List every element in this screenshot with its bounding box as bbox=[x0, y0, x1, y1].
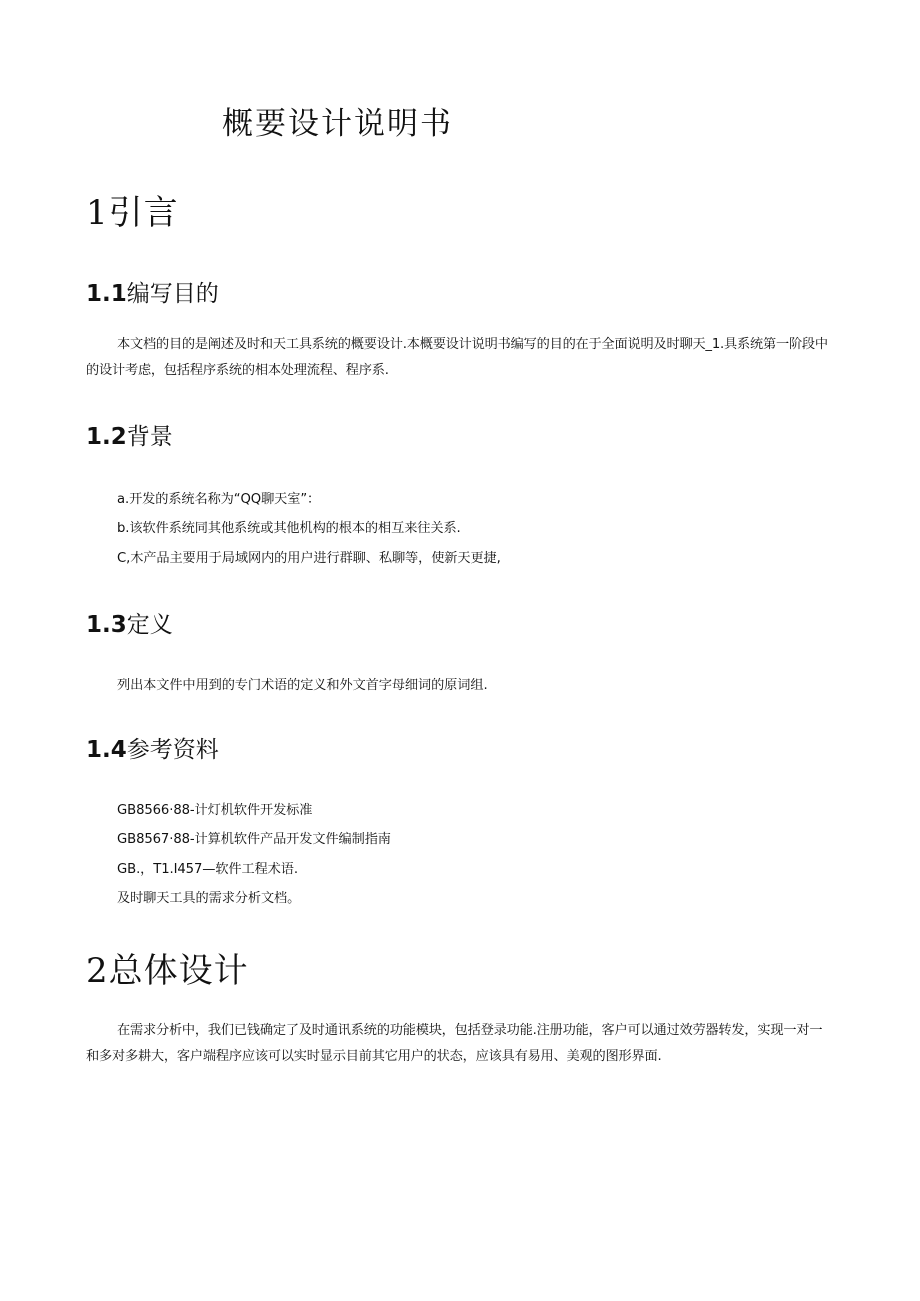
subsection-title: 定义 bbox=[126, 612, 173, 638]
subsection-title: 背景 bbox=[126, 424, 173, 450]
subsection-title: 参考资料 bbox=[126, 737, 219, 763]
subsection-number: 1.1 bbox=[86, 281, 127, 307]
overall-design-paragraph: 在需求分析中，我们已钱确定了及时通讯系统的功能模块，包括登录功能.注册功能，客户可以通过效劳器转发，实现一对一和多对多耕大，客户端程序应该可以实时显示目前其它用户的状态，应该具有易用、美观的图形界面. bbox=[86, 1023, 823, 1064]
subsection-number: 1.4 bbox=[86, 737, 127, 763]
reference-item: GB8567·88-计算机软件产品开发文件编制指南 bbox=[117, 832, 391, 847]
purpose-paragraph: 本文档的目的是阐述及时和天工具系统的概要设计.本概要设计说明书编写的目的在于全面说明及时聊天_1.具系统第一阶段中的设计考虑，包括程序系统的相本处理流程、程序系. bbox=[86, 337, 828, 378]
subsection-number: 1.3 bbox=[86, 612, 127, 638]
reference-item: GB8566·88-计灯机软件开发标准 bbox=[117, 803, 313, 818]
background-item: b.该软件系统同其他系统或其他机构的根本的相互来往关系. bbox=[117, 521, 461, 536]
reference-item: 及时聊天工具的需求分析文档。 bbox=[117, 891, 301, 906]
section-heading-introduction: 1引言 bbox=[86, 193, 179, 233]
section-heading-overall-design: 2总体设计 bbox=[86, 951, 249, 991]
subsection-number: 1.2 bbox=[86, 424, 127, 450]
subsection-heading-background bbox=[86, 418, 173, 451]
background-item: C,木产品主要用于局域网内的用户进行群聊、私聊等，使新天更捷, bbox=[117, 551, 501, 566]
subsection-heading-definitions bbox=[86, 606, 173, 639]
subsection-heading-references bbox=[86, 731, 219, 764]
document-title: 概要设计说明书 bbox=[222, 106, 453, 142]
background-item: a.开发的系统名称为“QQ聊天室”： bbox=[117, 492, 321, 507]
subsection-heading-purpose bbox=[86, 275, 219, 308]
subsection-title: 编写目的 bbox=[126, 281, 219, 307]
definitions-text: 列出本文件中用到的专门术语的定义和外文首字母细词的原词组. bbox=[117, 678, 488, 693]
reference-item: GB.，T1.I457—软件工程术语. bbox=[117, 862, 298, 877]
